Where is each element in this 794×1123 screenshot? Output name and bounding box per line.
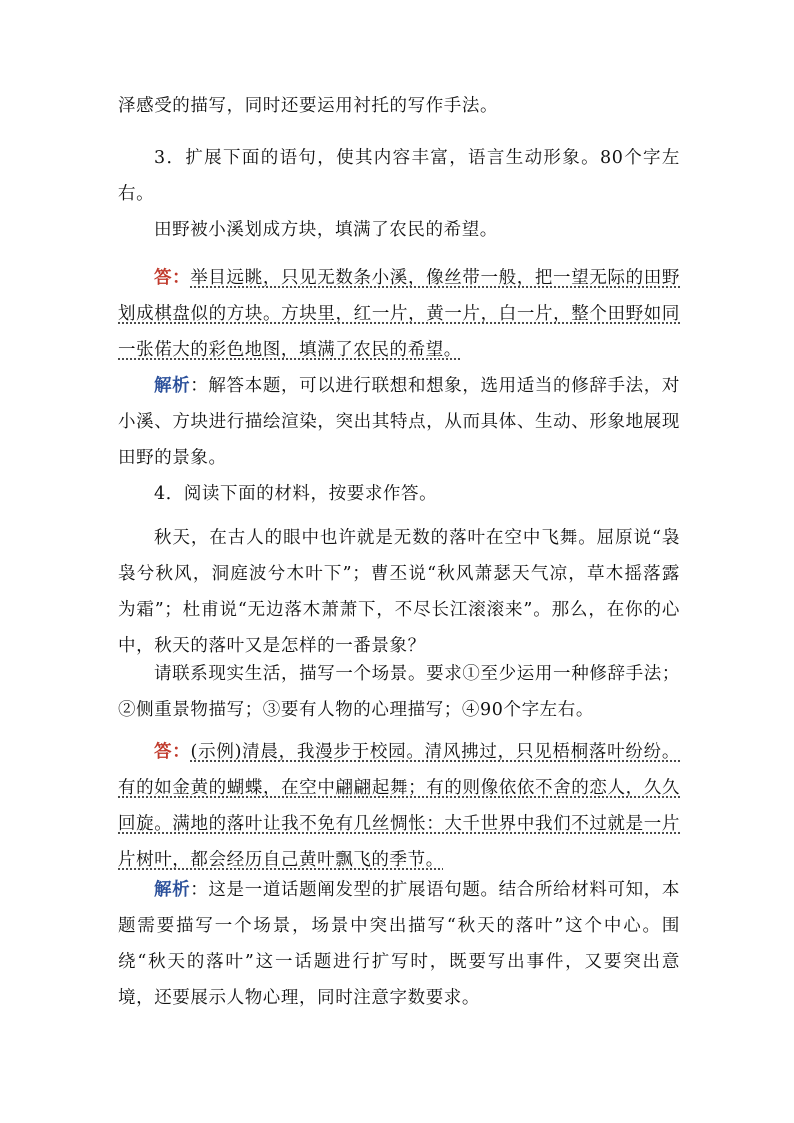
question-3: 3．扩展下面的语句，使其内容丰富，语言生动形象。80个字左右。 [118, 148, 680, 204]
explanation-label: 解析 [154, 376, 191, 396]
answer-label: 答： [154, 268, 191, 288]
explanation-3 [118, 368, 680, 476]
answer-3-text: 举目远眺，只见无数条小溪，像丝带一般，把一望无际的田野划成棋盘似的方块。方块里，红一片，黄一片，白一片，整个田野如同一张偌大的彩色地图，填满了农民的希望。 [118, 268, 680, 360]
answer-3 [118, 260, 680, 368]
answer-4 [118, 734, 680, 878]
question-4: 4．阅读下面的材料，按要求作答。 [154, 484, 438, 504]
material-paragraph: 秋天，在古人的眼中也许就是无数的落叶在空中飞舞。屈原说“袅袅兮秋风，洞庭波兮木叶下”；曹丕说“秋风萧瑟天气凉，草木摇落露为霜”；杜甫说“无边落木萧萧下，不尽长江滚滚来”。那么，在你的心中，秋天的落叶又是怎样的一番景象？ [118, 528, 680, 656]
explanation-label: 解析 [154, 880, 191, 900]
answer-4-text: (示例)清晨，我漫步于校园。清风拂过，只见梧桐落叶纷纷。有的如金黄的蝴蝶，在空中翩翩起舞；有的则像依依不舍的恋人，久久回旋。满地的落叶让我不免有几丝惆怅：大千世界中我们不过就是一片片树叶，都会经历自己黄叶飘飞的季节。 [118, 742, 680, 870]
answer-label: 答： [154, 742, 191, 762]
explanation-3-text: ：解答本题，可以进行联想和想象，选用适当的修辞手法，对小溪、方块进行描绘渲染，突出其特点，从而具体、生动、形象地展现田野的景象。 [118, 376, 680, 468]
requirement-paragraph: 请联系现实生活，描写一个场景。要求①至少运用一种修辞手法；②侧重景物描写；③要有人物的心理描写；④90个字左右。 [118, 664, 680, 720]
paragraph-continued: 泽感受的描写，同时还要运用衬托的写作手法。 [118, 96, 499, 116]
question-3-sentence: 田野被小溪划成方块，填满了农民的希望。 [154, 220, 498, 240]
explanation-4-text: ：这是一道话题阐发型的扩展语句题。结合所给材料可知，本题需要描写一个场景，场景中突出描写“秋天的落叶”这个中心。围绕“秋天的落叶”这一话题进行扩写时，既要写出事件，又要突出意境，还要展示人物心理，同时注意字数要求。 [118, 880, 680, 1008]
explanation-4 [118, 872, 680, 1016]
